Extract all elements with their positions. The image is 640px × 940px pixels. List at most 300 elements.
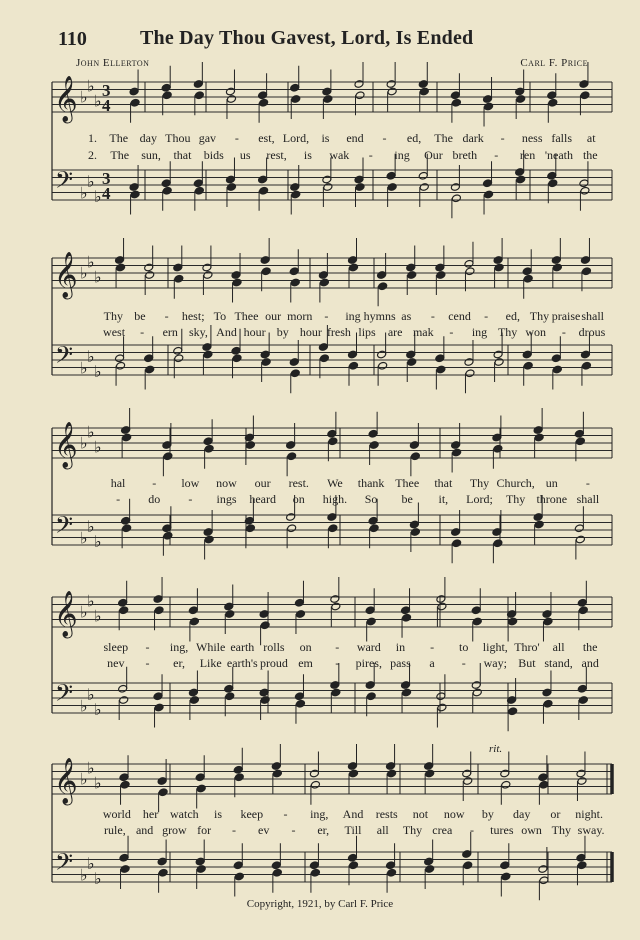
note-head xyxy=(234,872,244,881)
flat-sign: ♭ xyxy=(94,91,102,111)
lyric-verse-1: end xyxy=(346,131,364,145)
note-head xyxy=(419,87,429,96)
note-head xyxy=(203,350,213,359)
lyric-verse-2: - xyxy=(470,823,475,837)
note-head xyxy=(534,520,544,529)
flat-sign: ♭ xyxy=(94,606,102,626)
lyric-verse-1: the xyxy=(582,640,598,654)
flat-sign: ♭ xyxy=(80,183,88,203)
lyric-verse-2: 'neath xyxy=(544,148,574,162)
time-signature-digit: 4 xyxy=(102,184,111,203)
lyric-verse-2: nev xyxy=(107,656,125,670)
note-head xyxy=(174,354,184,363)
note-head xyxy=(436,271,446,280)
lyric-verse-1: now xyxy=(443,807,465,821)
note-head xyxy=(163,531,173,540)
composer-credit: Carl F. Price xyxy=(520,57,588,69)
lyric-verse-2: sun, xyxy=(141,148,161,162)
note-head xyxy=(508,707,518,716)
note-head xyxy=(402,688,412,697)
lyric-verse-2: Like xyxy=(199,656,222,670)
time-signature-digit: 4 xyxy=(102,96,111,115)
lyric-verse-2: Our xyxy=(424,148,443,162)
flat-sign: ♭ xyxy=(87,347,95,366)
note-head xyxy=(120,865,130,874)
note-head xyxy=(580,186,590,195)
lyric-verse-1: that xyxy=(434,476,453,490)
lyric-verse-1: Thee xyxy=(234,309,259,323)
note-head xyxy=(122,433,132,442)
flat-sign: ♭ xyxy=(87,685,95,704)
lyric-verse-2: own xyxy=(521,823,542,837)
note-head xyxy=(130,190,140,199)
note-head xyxy=(366,692,376,701)
note-head xyxy=(119,606,129,615)
note-head xyxy=(310,868,320,877)
lyric-verse-1: light, xyxy=(482,640,508,654)
lyric-verse-1: on xyxy=(299,640,312,654)
note-head xyxy=(226,95,236,104)
note-head xyxy=(472,617,482,626)
lyric-verse-2: breth xyxy=(452,148,478,162)
note-head xyxy=(120,780,130,789)
note-head xyxy=(204,444,214,453)
note-head xyxy=(225,692,235,701)
lyric-verse-2: for xyxy=(197,823,212,837)
note-head xyxy=(290,278,300,287)
lyric-verse-2: stand, xyxy=(544,656,573,670)
flat-sign: ♭ xyxy=(80,263,88,283)
flat-sign: ♭ xyxy=(87,172,95,191)
note-head xyxy=(387,183,397,192)
note-head xyxy=(116,263,126,272)
note-head xyxy=(452,448,462,457)
note-head xyxy=(369,524,379,533)
note-head xyxy=(116,361,126,370)
note-head xyxy=(484,190,494,199)
lyric-verse-2: But xyxy=(518,656,536,670)
lyric-verse-1: now xyxy=(216,476,237,490)
lyric-verse-1: - xyxy=(324,309,329,323)
lyric-verse-1: ward xyxy=(356,640,381,654)
lyric-verse-2: wak xyxy=(329,148,350,162)
lyric-verse-2: crea xyxy=(432,823,453,837)
note-head xyxy=(548,98,558,107)
note-head xyxy=(122,524,132,533)
note-head xyxy=(225,610,235,619)
note-head xyxy=(310,780,320,789)
lyric-verse-2: pires, xyxy=(355,656,382,670)
note-head xyxy=(516,175,526,184)
note-head xyxy=(162,91,172,100)
note-head xyxy=(295,699,305,708)
lyric-verse-1: in xyxy=(395,640,406,654)
note-head xyxy=(331,602,341,611)
note-head xyxy=(328,437,338,446)
note-head xyxy=(154,703,164,712)
note-head xyxy=(245,524,255,533)
lyric-verse-1: by xyxy=(481,807,494,821)
lyric-verse-1: or xyxy=(550,807,561,821)
lyric-verse-1: gav xyxy=(198,131,217,145)
note-head xyxy=(331,688,341,697)
lyric-verse-1: night. xyxy=(575,807,603,821)
flat-sign: ♭ xyxy=(80,358,88,378)
lyric-verse-2: pass xyxy=(390,656,411,670)
bass-clef: 𝄢 xyxy=(55,166,74,199)
lyric-verse-2: the xyxy=(582,148,598,162)
note-head xyxy=(355,183,365,192)
flat-sign: ♭ xyxy=(80,433,88,453)
note-head xyxy=(323,183,333,192)
lyric-verse-1: The xyxy=(434,131,453,145)
lyric-verse-1: day xyxy=(139,131,157,145)
note-head xyxy=(580,91,590,100)
lyric-verse-1: be xyxy=(134,309,146,323)
note-head xyxy=(348,263,358,272)
flat-sign: ♭ xyxy=(94,187,102,206)
note-head xyxy=(130,98,140,107)
note-head xyxy=(436,365,446,374)
note-head xyxy=(259,98,269,107)
note-head xyxy=(465,267,475,276)
note-head xyxy=(472,688,482,697)
flat-sign: ♭ xyxy=(87,854,95,873)
lyric-verse-1: morn xyxy=(287,309,313,323)
lyric-verse-1: ing, xyxy=(310,807,329,821)
flat-sign: ♭ xyxy=(94,532,102,551)
note-head xyxy=(451,98,461,107)
lyric-verse-2: sky, xyxy=(188,325,208,339)
lyric-verse-1: all xyxy=(552,640,565,654)
lyric-verse-2: - xyxy=(291,823,296,837)
lyric-verse-1: Thro' xyxy=(514,640,540,654)
note-head xyxy=(145,365,155,374)
note-head xyxy=(578,606,588,615)
lyric-verse-2: us xyxy=(239,148,251,162)
note-head xyxy=(260,621,270,630)
bass-clef: 𝄢 xyxy=(55,679,74,712)
lyric-verse-2: heard xyxy=(249,492,276,506)
lyric-verse-1: The xyxy=(109,131,129,145)
note-head xyxy=(158,868,168,877)
lyric-verse-1: to xyxy=(459,640,469,654)
lyric-verse-2: ren xyxy=(519,148,536,162)
note-head xyxy=(158,788,168,797)
lyric-verse-2: way; xyxy=(483,656,507,670)
note-head xyxy=(189,696,199,705)
lyric-verse-1: dark xyxy=(462,131,484,145)
lyric-verse-2: ing xyxy=(394,148,410,162)
note-head xyxy=(501,780,511,789)
note-head xyxy=(295,610,305,619)
lyric-verse-2: throne xyxy=(536,492,568,506)
lyric-verse-1: ing xyxy=(345,309,361,323)
lyric-verse-1: - xyxy=(145,640,150,654)
lyric-verse-1: day xyxy=(513,807,531,821)
lyric-verse-2: lips xyxy=(358,325,376,339)
lyric-verse-2: mak xyxy=(412,325,434,339)
note-head xyxy=(484,102,494,111)
lyric-verse-2: and xyxy=(135,823,154,837)
note-head xyxy=(232,278,242,287)
note-head xyxy=(203,271,213,280)
lyric-verse-2: all xyxy=(376,823,389,837)
time-signature-digit: 3 xyxy=(102,169,111,188)
flat-sign: ♭ xyxy=(87,252,95,272)
note-head xyxy=(234,773,244,782)
lyric-verse-1: cend xyxy=(448,309,471,323)
lyric-verse-2: rule, xyxy=(104,823,126,837)
lyric-verse-2: bids xyxy=(203,148,224,162)
hymn-number: 110 xyxy=(58,28,87,50)
flat-sign: ♭ xyxy=(80,87,88,107)
lyric-verse-2: - xyxy=(335,656,340,670)
lyric-verse-2: be xyxy=(401,492,413,506)
note-head xyxy=(425,769,435,778)
lyric-verse-2: do xyxy=(148,492,161,506)
note-head xyxy=(226,183,236,192)
lyric-verse-1: - xyxy=(283,807,288,821)
lyric-verse-1: ed, xyxy=(406,131,422,145)
note-head xyxy=(272,868,282,877)
lyric-verse-1: ness xyxy=(521,131,543,145)
lyric-verse-2: ing xyxy=(471,325,488,339)
lyric-verse-1: rolls xyxy=(263,640,285,654)
lyric-verse-2: sway. xyxy=(577,823,605,837)
lyric-verse-1: We xyxy=(327,476,343,490)
lyric-verse-1: ed, xyxy=(505,309,520,323)
treble-clef: 𝄞 xyxy=(54,422,78,468)
note-head xyxy=(494,263,504,272)
verse-number: 2. xyxy=(88,148,97,162)
flat-sign: ♭ xyxy=(80,865,88,885)
lyric-verse-1: sleep xyxy=(103,640,129,654)
note-head xyxy=(287,524,297,533)
lyric-verse-2: er, xyxy=(173,656,185,670)
note-head xyxy=(259,186,269,195)
lyric-verse-2: west xyxy=(103,325,126,339)
lyric-verse-2: it, xyxy=(438,492,449,506)
lyric-verse-1: est, xyxy=(258,131,275,145)
treble-clef: 𝄞 xyxy=(54,591,78,637)
flat-sign: ♭ xyxy=(80,528,88,548)
lyric-verse-1: world xyxy=(102,807,131,821)
note-head xyxy=(348,769,358,778)
lyric-verse-1: - xyxy=(430,640,435,654)
lyric-verse-1: - xyxy=(430,309,435,323)
note-head xyxy=(523,361,533,370)
lyric-verse-2: ings xyxy=(216,492,237,506)
lyric-verse-2: - xyxy=(449,325,454,339)
note-head xyxy=(119,696,129,705)
lyric-verse-2: - xyxy=(140,325,145,339)
lyric-verse-1: - xyxy=(152,476,157,490)
time-signature-digit: 3 xyxy=(102,81,111,100)
note-head xyxy=(163,452,173,461)
lyric-verse-2: Thy xyxy=(497,325,518,339)
note-head xyxy=(162,186,172,195)
note-head xyxy=(290,369,300,378)
note-head xyxy=(328,524,338,533)
flat-sign: ♭ xyxy=(80,602,88,622)
note-head xyxy=(174,274,184,283)
lyric-verse-2: shall xyxy=(576,492,600,506)
flat-sign: ♭ xyxy=(80,696,88,716)
flat-sign: ♭ xyxy=(94,773,102,793)
lyric-verse-2: proud xyxy=(259,656,288,670)
hymn-title: The Day Thou Gavest, Lord, Is Ended xyxy=(140,27,474,49)
lyric-verse-2: that xyxy=(173,148,192,162)
lyric-verse-1: - xyxy=(500,131,505,145)
note-head xyxy=(348,361,358,370)
bass-clef: 𝄢 xyxy=(55,341,74,374)
note-head xyxy=(410,528,420,537)
lyric-verse-2: is xyxy=(303,148,312,162)
note-head xyxy=(189,617,199,626)
verse-number: 1. xyxy=(88,131,97,145)
lyric-verse-2: fresh xyxy=(326,325,351,339)
lyric-verse-1: Thy xyxy=(103,309,123,323)
note-head xyxy=(534,433,544,442)
lyric-verse-2: ern xyxy=(162,325,178,339)
note-head xyxy=(548,179,558,188)
lyric-verse-1: thank xyxy=(357,476,385,490)
note-head xyxy=(419,183,429,192)
flat-sign: ♭ xyxy=(94,869,102,888)
lyric-verse-1: - xyxy=(234,131,239,145)
lyric-verse-1: - xyxy=(164,309,169,323)
flat-sign: ♭ xyxy=(87,758,95,778)
treble-clef: 𝄞 xyxy=(54,76,78,122)
lyric-verse-2: hour xyxy=(243,325,266,339)
tempo-marking: rit. xyxy=(489,743,503,755)
lyric-verse-1: Church, xyxy=(496,476,535,490)
lyric-verse-2: are xyxy=(387,325,403,339)
lyric-verse-2: by xyxy=(276,325,289,339)
note-head xyxy=(291,95,301,104)
note-head xyxy=(494,358,504,367)
bass-clef: 𝄢 xyxy=(55,511,74,544)
lyric-verse-2: rest, xyxy=(266,148,287,162)
note-head xyxy=(539,780,549,789)
lyric-verse-1: To xyxy=(213,309,227,323)
note-head xyxy=(493,444,503,453)
lyric-verse-1: Thee xyxy=(395,476,420,490)
lyric-verse-2: won xyxy=(525,325,547,339)
lyric-verse-2: high. xyxy=(322,492,348,506)
note-head xyxy=(323,95,333,104)
lyric-verse-2: And xyxy=(216,325,237,339)
lyric-verse-1: un xyxy=(545,476,558,490)
lyric-verse-2: on xyxy=(292,492,305,506)
note-head xyxy=(508,617,518,626)
flat-sign: ♭ xyxy=(87,591,95,611)
note-head xyxy=(543,699,553,708)
lyric-verse-1: not xyxy=(412,807,429,821)
note-head xyxy=(516,95,526,104)
lyric-verse-1: at xyxy=(586,131,596,145)
lyric-verse-1: Thy xyxy=(529,309,550,323)
lyric-verse-1: hest; xyxy=(181,309,205,323)
lyric-verse-1: is xyxy=(214,807,223,821)
treble-clef: 𝄞 xyxy=(54,252,78,298)
note-head xyxy=(194,186,204,195)
flat-sign: ♭ xyxy=(87,517,95,536)
note-head xyxy=(451,194,461,203)
flat-sign: ♭ xyxy=(94,437,102,457)
note-head xyxy=(272,769,282,778)
note-head xyxy=(196,784,206,793)
copyright-notice: Copyright, 1921, by Carl F. Price xyxy=(246,898,394,910)
lyric-verse-2: em xyxy=(298,656,313,670)
lyric-verse-2: earth's xyxy=(226,656,258,670)
note-head xyxy=(575,437,585,446)
note-head xyxy=(154,606,164,615)
note-head xyxy=(319,354,329,363)
note-head xyxy=(402,613,412,622)
lyric-verse-2: - xyxy=(231,823,236,837)
note-head xyxy=(348,861,358,870)
lyric-verse-2: - xyxy=(116,492,121,506)
lyric-verse-1: earth xyxy=(230,640,255,654)
note-head xyxy=(581,361,591,370)
lyric-verse-2: Till xyxy=(344,823,362,837)
note-head xyxy=(366,617,376,626)
lyric-verse-1: her xyxy=(142,807,159,821)
flat-sign: ♭ xyxy=(94,700,102,719)
lyric-verse-1: our xyxy=(254,476,271,490)
note-head xyxy=(145,271,155,280)
note-head xyxy=(407,271,417,280)
lyric-verse-2: Lord; xyxy=(466,492,493,506)
note-head xyxy=(552,263,562,272)
note-head xyxy=(355,91,365,100)
lyric-verse-2: The xyxy=(110,148,130,162)
lyric-verse-1: Thy xyxy=(469,476,490,490)
lyric-verse-1: shall xyxy=(581,309,605,323)
lyric-verse-1: ing, xyxy=(169,640,189,654)
lyric-verse-2: grow xyxy=(162,823,187,837)
note-head xyxy=(369,441,379,450)
flat-sign: ♭ xyxy=(87,76,95,96)
note-head xyxy=(577,777,587,786)
lyric-verse-2: drous xyxy=(578,325,606,339)
lyric-verse-2: Thy xyxy=(402,823,423,837)
note-head xyxy=(261,358,271,367)
note-head xyxy=(387,769,397,778)
lyric-verse-2: hour xyxy=(299,325,322,339)
note-head xyxy=(378,361,388,370)
note-head xyxy=(523,274,533,283)
lyric-verse-1: as xyxy=(401,309,412,323)
lyric-verse-1: keep xyxy=(240,807,264,821)
lyric-verse-1: hal xyxy=(110,476,126,490)
lyric-verse-2: - xyxy=(368,148,373,162)
lyric-verse-2: er, xyxy=(317,823,330,837)
note-head xyxy=(425,865,435,874)
lyric-verse-1: falls xyxy=(551,131,573,145)
note-head xyxy=(463,861,473,870)
note-head xyxy=(437,602,447,611)
note-head xyxy=(437,703,447,712)
lyric-verse-1: low xyxy=(181,476,200,490)
note-head xyxy=(552,365,562,374)
lyric-verse-1: And xyxy=(342,807,364,821)
lyric-verse-1: praise xyxy=(551,309,581,323)
note-head xyxy=(501,872,511,881)
lyric-verse-1: - xyxy=(382,131,387,145)
